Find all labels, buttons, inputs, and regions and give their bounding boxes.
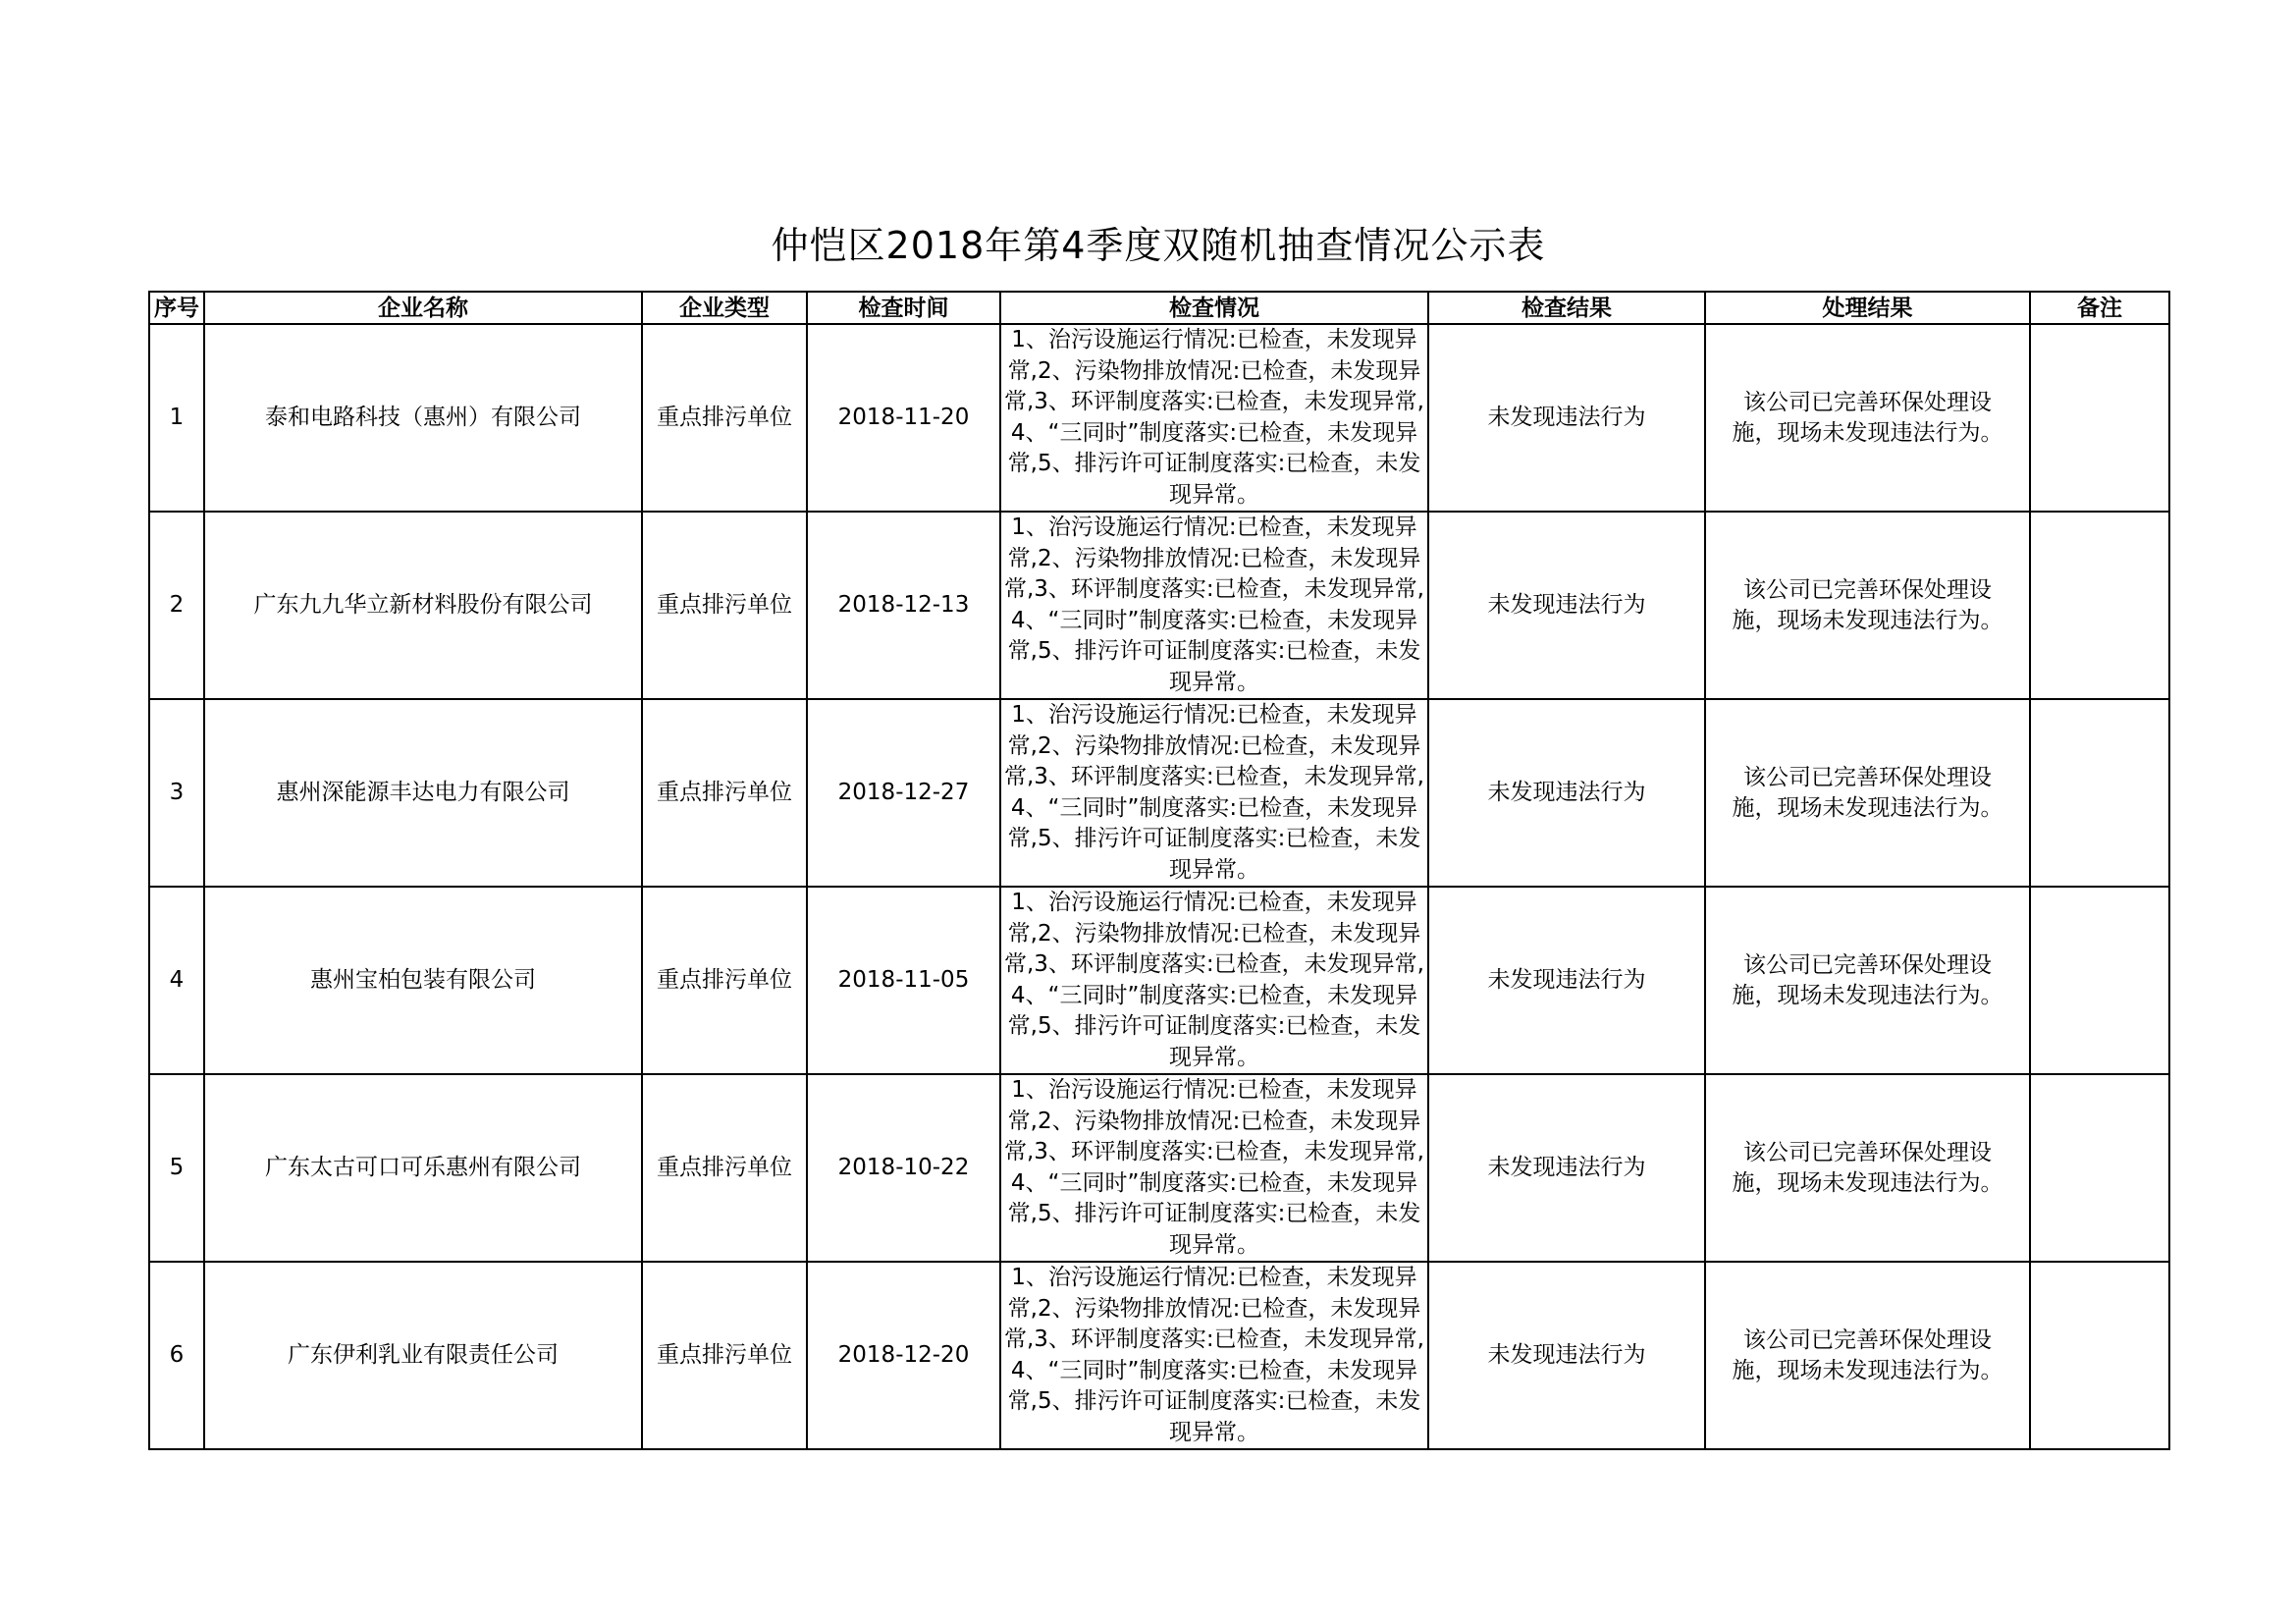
- cell-type: 重点排污单位: [642, 512, 807, 699]
- cell-no: 2: [149, 512, 204, 699]
- column-header-type: 企业类型: [642, 292, 807, 324]
- cell-type: 重点排污单位: [642, 887, 807, 1074]
- column-header-handling: 处理结果: [1705, 292, 2030, 324]
- cell-handling: 该公司已完善环保处理设施，现场未发现违法行为。: [1705, 699, 2030, 887]
- cell-remark: [2030, 887, 2169, 1074]
- column-header-date: 检查时间: [807, 292, 1000, 324]
- cell-handling: 该公司已完善环保处理设施，现场未发现违法行为。: [1705, 324, 2030, 512]
- table-row: [149, 324, 2169, 512]
- cell-date: 2018-12-27: [807, 699, 1000, 887]
- cell-type: 重点排污单位: [642, 1262, 807, 1449]
- column-header-remark: 备注: [2030, 292, 2169, 324]
- cell-detail: 1、治污设施运行情况:已检查，未发现异常,2、污染物排放情况:已检查，未发现异常,3、环评制度落实:已检查，未发现异常,4、“三同时”制度落实:已检查，未发现异常,5、排污许可证制度落实:已检查，未发现异常。: [1000, 512, 1428, 699]
- cell-result: 未发现违法行为: [1428, 324, 1705, 512]
- cell-company: 广东太古可口可乐惠州有限公司: [204, 1074, 642, 1262]
- table-row: [149, 512, 2169, 699]
- cell-handling: 该公司已完善环保处理设施，现场未发现违法行为。: [1705, 1074, 2030, 1262]
- cell-result: 未发现违法行为: [1428, 1074, 1705, 1262]
- table-row: [149, 1262, 2169, 1449]
- cell-remark: [2030, 512, 2169, 699]
- cell-no: 4: [149, 887, 204, 1074]
- cell-result: 未发现违法行为: [1428, 699, 1705, 887]
- cell-company: 泰和电路科技（惠州）有限公司: [204, 324, 642, 512]
- cell-remark: [2030, 699, 2169, 887]
- page-title: 仲恺区2018年第4季度双随机抽查情况公示表: [771, 224, 1546, 267]
- cell-remark: [2030, 324, 2169, 512]
- cell-company: 惠州宝柏包装有限公司: [204, 887, 642, 1074]
- cell-result: 未发现违法行为: [1428, 887, 1705, 1074]
- cell-type: 重点排污单位: [642, 1074, 807, 1262]
- cell-detail: 1、治污设施运行情况:已检查，未发现异常,2、污染物排放情况:已检查，未发现异常,3、环评制度落实:已检查，未发现异常,4、“三同时”制度落实:已检查，未发现异常,5、排污许可证制度落实:已检查，未发现异常。: [1000, 1262, 1428, 1449]
- cell-handling: 该公司已完善环保处理设施，现场未发现违法行为。: [1705, 1262, 2030, 1449]
- inspection-table: [148, 291, 2170, 1450]
- cell-company: 广东伊利乳业有限责任公司: [204, 1262, 642, 1449]
- cell-detail: 1、治污设施运行情况:已检查，未发现异常,2、污染物排放情况:已检查，未发现异常,3、环评制度落实:已检查，未发现异常,4、“三同时”制度落实:已检查，未发现异常,5、排污许可证制度落实:已检查，未发现异常。: [1000, 324, 1428, 512]
- cell-detail: 1、治污设施运行情况:已检查，未发现异常,2、污染物排放情况:已检查，未发现异常,3、环评制度落实:已检查，未发现异常,4、“三同时”制度落实:已检查，未发现异常,5、排污许可证制度落实:已检查，未发现异常。: [1000, 1074, 1428, 1262]
- cell-type: 重点排污单位: [642, 699, 807, 887]
- table-row: [149, 699, 2169, 887]
- cell-handling: 该公司已完善环保处理设施，现场未发现违法行为。: [1705, 512, 2030, 699]
- cell-result: 未发现违法行为: [1428, 1262, 1705, 1449]
- column-header-no: 序号: [149, 292, 204, 324]
- column-header-result: 检查结果: [1428, 292, 1705, 324]
- cell-date: 2018-11-05: [807, 887, 1000, 1074]
- table-row: [149, 887, 2169, 1074]
- cell-detail: 1、治污设施运行情况:已检查，未发现异常,2、污染物排放情况:已检查，未发现异常,3、环评制度落实:已检查，未发现异常,4、“三同时”制度落实:已检查，未发现异常,5、排污许可证制度落实:已检查，未发现异常。: [1000, 887, 1428, 1074]
- column-header-detail: 检查情况: [1000, 292, 1428, 324]
- cell-no: 6: [149, 1262, 204, 1449]
- cell-handling: 该公司已完善环保处理设施，现场未发现违法行为。: [1705, 887, 2030, 1074]
- cell-date: 2018-12-20: [807, 1262, 1000, 1449]
- column-header-company: 企业名称: [204, 292, 642, 324]
- cell-remark: [2030, 1262, 2169, 1449]
- cell-company: 惠州深能源丰达电力有限公司: [204, 699, 642, 887]
- cell-result: 未发现违法行为: [1428, 512, 1705, 699]
- cell-date: 2018-11-20: [807, 324, 1000, 512]
- cell-date: 2018-10-22: [807, 1074, 1000, 1262]
- cell-company: 广东九九华立新材料股份有限公司: [204, 512, 642, 699]
- cell-remark: [2030, 1074, 2169, 1262]
- cell-no: 1: [149, 324, 204, 512]
- cell-no: 3: [149, 699, 204, 887]
- cell-type: 重点排污单位: [642, 324, 807, 512]
- header-row: [149, 292, 2169, 324]
- cell-date: 2018-12-13: [807, 512, 1000, 699]
- cell-no: 5: [149, 1074, 204, 1262]
- cell-detail: 1、治污设施运行情况:已检查，未发现异常,2、污染物排放情况:已检查，未发现异常,3、环评制度落实:已检查，未发现异常,4、“三同时”制度落实:已检查，未发现异常,5、排污许可证制度落实:已检查，未发现异常。: [1000, 699, 1428, 887]
- table-row: [149, 1074, 2169, 1262]
